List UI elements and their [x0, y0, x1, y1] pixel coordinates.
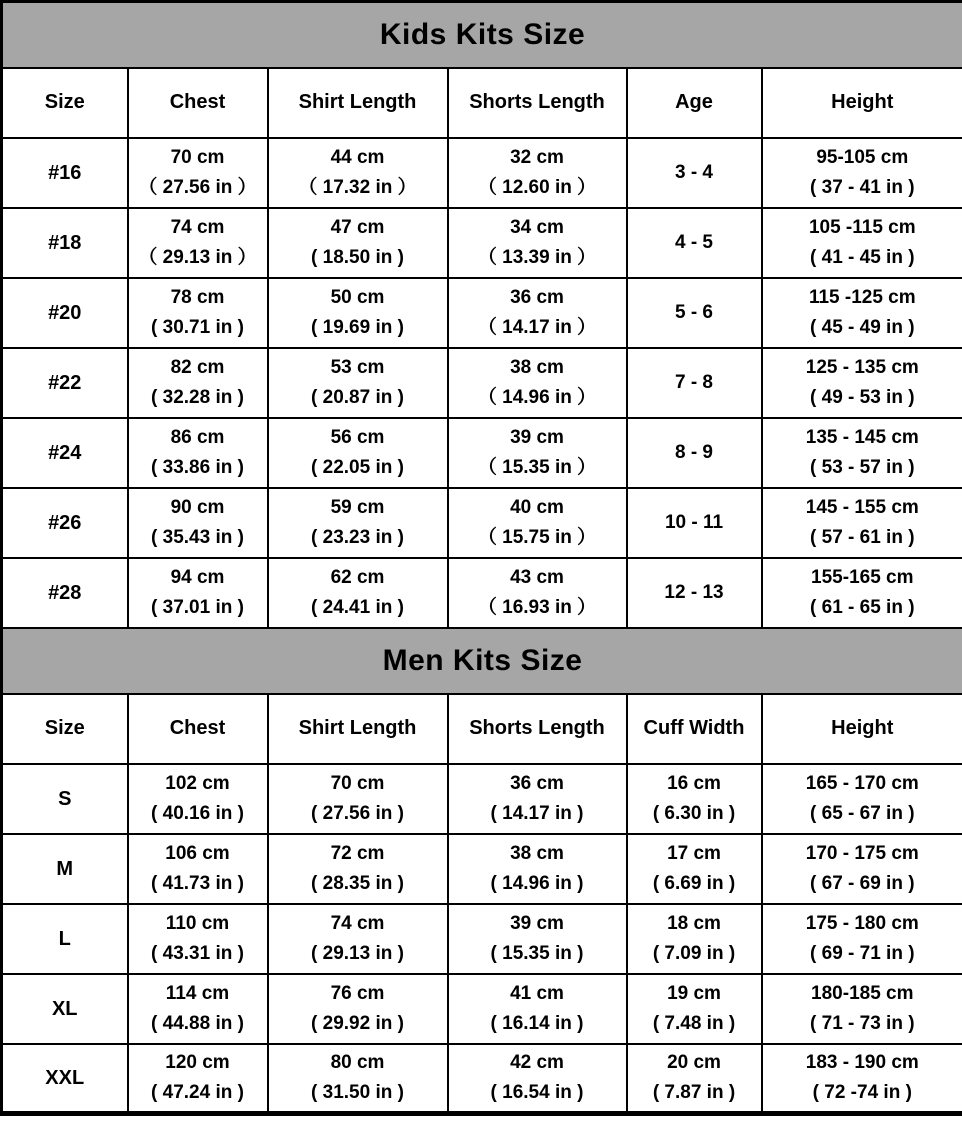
cell-line: 94 cm [170, 566, 225, 588]
cell-line: ( 43.31 in ) [151, 942, 244, 964]
cell-line: ( 18.50 in ) [311, 246, 404, 268]
column-header: Shirt Length [268, 694, 448, 764]
table-row [2, 278, 962, 348]
size-label-cell [2, 904, 128, 974]
measurement-cell [448, 1044, 627, 1114]
cell-line: 170 - 175 cm [805, 842, 919, 864]
table-row [2, 208, 962, 278]
cell-line: ( 16.14 in ) [490, 1012, 584, 1034]
cell-line: （ 27.56 in ） [138, 176, 257, 198]
cell-line: 74 cm [170, 216, 225, 238]
cell-line: 5 - 6 [674, 301, 714, 323]
column-header-row [2, 694, 962, 764]
cell-line: XXL [45, 1066, 85, 1089]
cell-line: 70 cm [330, 772, 385, 794]
cell-line: （ 14.17 in ） [477, 316, 597, 338]
cell-line: ( 40.16 in ) [151, 802, 244, 824]
measurement-cell [627, 348, 762, 418]
column-header: Size [2, 694, 128, 764]
cell-line: #22 [48, 371, 82, 394]
cell-line: #24 [48, 441, 82, 464]
size-label-cell [2, 558, 128, 628]
cell-line: （ 14.96 in ） [477, 386, 597, 408]
table-row [2, 834, 962, 904]
cell-line: 105 -115 cm [808, 216, 916, 238]
cell-line: 7 - 8 [674, 371, 714, 393]
cell-line: L [58, 927, 71, 950]
measurement-cell [762, 904, 962, 974]
cell-line: ( 29.92 in ) [311, 1012, 404, 1034]
column-header: Shorts Length [448, 68, 627, 138]
measurement-cell [627, 418, 762, 488]
size-label-cell [2, 974, 128, 1044]
measurement-cell [627, 138, 762, 208]
cell-line: 183 - 190 cm [805, 1051, 919, 1073]
measurement-cell [268, 1044, 448, 1114]
cell-line: 20 cm [667, 1051, 721, 1073]
size-label-cell [2, 418, 128, 488]
cell-line: #26 [48, 511, 82, 534]
cell-line: ( 72 -74 in ) [812, 1081, 912, 1103]
table-row [2, 138, 962, 208]
cell-line: ( 49 - 53 in ) [810, 386, 915, 408]
measurement-cell [627, 1044, 762, 1114]
cell-line: （ 12.60 in ） [477, 176, 597, 198]
cell-line: 74 cm [330, 912, 385, 934]
cell-line: 32 cm [510, 146, 564, 168]
column-header: Height [762, 68, 962, 138]
cell-line: 86 cm [170, 426, 225, 448]
cell-line: 80 cm [330, 1051, 385, 1073]
measurement-cell [268, 348, 448, 418]
column-header: Age [627, 68, 762, 138]
cell-line: 10 - 11 [664, 511, 724, 533]
column-header: Chest [128, 68, 268, 138]
cell-line: 59 cm [330, 496, 385, 518]
measurement-cell [128, 1044, 268, 1114]
cell-line: 47 cm [330, 216, 385, 238]
cell-line: ( 71 - 73 in ) [810, 1012, 915, 1034]
measurement-cell [627, 278, 762, 348]
section-title: Men Kits Size [2, 628, 962, 694]
cell-line: 12 - 13 [664, 581, 724, 603]
measurement-cell [762, 418, 962, 488]
cell-line: 38 cm [510, 842, 564, 864]
cell-line: ( 31.50 in ) [311, 1081, 404, 1103]
measurement-cell [128, 138, 268, 208]
cell-line: ( 6.69 in ) [652, 872, 736, 894]
cell-line: （ 29.13 in ） [138, 246, 257, 268]
size-label-cell [2, 348, 128, 418]
cell-line: 95-105 cm [816, 146, 909, 168]
table-row [2, 974, 962, 1044]
cell-line: 16 cm [667, 772, 721, 794]
column-header-row [2, 68, 962, 138]
measurement-cell [627, 974, 762, 1044]
column-header: Shorts Length [448, 694, 627, 764]
cell-line: 115 -125 cm [808, 286, 916, 308]
cell-line: ( 14.96 in ) [490, 872, 584, 894]
cell-line: #18 [48, 231, 82, 254]
size-label-cell [2, 278, 128, 348]
measurement-cell [268, 278, 448, 348]
cell-line: 17 cm [667, 842, 721, 864]
measurement-cell [627, 558, 762, 628]
cell-line: ( 69 - 71 in ) [810, 942, 915, 964]
cell-line: ( 37.01 in ) [151, 596, 244, 618]
size-label-cell [2, 138, 128, 208]
measurement-cell [448, 764, 627, 834]
measurement-cell [627, 208, 762, 278]
measurement-cell [762, 488, 962, 558]
cell-line: 90 cm [170, 496, 225, 518]
measurement-cell [448, 208, 627, 278]
cell-line: S [58, 787, 72, 810]
cell-line: 36 cm [510, 772, 564, 794]
measurement-cell [128, 974, 268, 1044]
section-title: Kids Kits Size [2, 2, 962, 68]
measurement-cell [762, 138, 962, 208]
measurement-cell [268, 764, 448, 834]
cell-line: 43 cm [510, 566, 564, 588]
cell-line: 155-165 cm [811, 566, 914, 588]
measurement-cell [128, 904, 268, 974]
cell-line: ( 41.73 in ) [151, 872, 244, 894]
cell-line: 3 - 4 [674, 161, 714, 183]
cell-line: 110 cm [165, 912, 230, 934]
measurement-cell [268, 904, 448, 974]
measurement-cell [128, 278, 268, 348]
cell-line: 18 cm [667, 912, 721, 934]
cell-line: 135 - 145 cm [805, 426, 919, 448]
cell-line: ( 19.69 in ) [311, 316, 404, 338]
size-label-cell [2, 488, 128, 558]
cell-line: 39 cm [510, 912, 564, 934]
measurement-cell [762, 348, 962, 418]
measurement-cell [128, 348, 268, 418]
measurement-cell [268, 488, 448, 558]
cell-line: #28 [48, 581, 82, 604]
cell-line: 120 cm [165, 1051, 230, 1073]
cell-line: （ 16.93 in ） [477, 596, 597, 618]
cell-line: ( 33.86 in ) [151, 456, 244, 478]
cell-line: 165 - 170 cm [805, 772, 919, 794]
measurement-cell [762, 208, 962, 278]
cell-line: ( 7.48 in ) [652, 1012, 736, 1034]
measurement-cell [627, 764, 762, 834]
cell-line: 72 cm [330, 842, 385, 864]
cell-line: ( 28.35 in ) [311, 872, 404, 894]
measurement-cell [762, 974, 962, 1044]
column-header: Cuff Width [627, 694, 762, 764]
cell-line: #20 [48, 301, 82, 324]
cell-line: 53 cm [330, 356, 385, 378]
measurement-cell [268, 208, 448, 278]
cell-line: ( 41 - 45 in ) [810, 246, 915, 268]
cell-line: ( 61 - 65 in ) [810, 596, 915, 618]
cell-line: ( 16.54 in ) [490, 1081, 584, 1103]
cell-line: 34 cm [510, 216, 564, 238]
measurement-cell [627, 834, 762, 904]
cell-line: 125 - 135 cm [805, 356, 919, 378]
cell-line: 102 cm [165, 772, 230, 794]
cell-line: ( 7.87 in ) [652, 1081, 736, 1103]
table-row [2, 488, 962, 558]
measurement-cell [762, 834, 962, 904]
measurement-cell [448, 488, 627, 558]
cell-line: 38 cm [510, 356, 564, 378]
cell-line: ( 35.43 in ) [151, 526, 244, 548]
measurement-cell [128, 488, 268, 558]
size-label-cell [2, 834, 128, 904]
column-header: Chest [128, 694, 268, 764]
table-row [2, 764, 962, 834]
table-row [2, 348, 962, 418]
cell-line: 180-185 cm [811, 982, 914, 1004]
measurement-cell [268, 138, 448, 208]
cell-line: ( 57 - 61 in ) [810, 526, 915, 548]
cell-line: ( 47.24 in ) [151, 1081, 244, 1103]
size-chart-body [2, 2, 962, 1114]
measurement-cell [762, 764, 962, 834]
cell-line: 8 - 9 [674, 441, 714, 463]
section-title-row [2, 2, 962, 68]
cell-line: M [56, 857, 74, 880]
measurement-cell [128, 558, 268, 628]
cell-line: ( 24.41 in ) [311, 596, 404, 618]
cell-line: 19 cm [667, 982, 721, 1004]
table-row [2, 1044, 962, 1114]
size-label-cell [2, 764, 128, 834]
measurement-cell [448, 138, 627, 208]
size-label-cell [2, 208, 128, 278]
measurement-cell [762, 1044, 962, 1114]
table-row [2, 558, 962, 628]
measurement-cell [762, 558, 962, 628]
cell-line: ( 44.88 in ) [151, 1012, 244, 1034]
cell-line: 78 cm [170, 286, 225, 308]
cell-line: （ 13.39 in ） [477, 246, 597, 268]
measurement-cell [448, 278, 627, 348]
cell-line: （ 15.35 in ） [477, 456, 597, 478]
cell-line: 4 - 5 [674, 231, 714, 253]
cell-line: ( 29.13 in ) [311, 942, 404, 964]
cell-line: ( 27.56 in ) [311, 802, 404, 824]
measurement-cell [128, 764, 268, 834]
table-row [2, 418, 962, 488]
column-header: Height [762, 694, 962, 764]
cell-line: ( 67 - 69 in ) [810, 872, 915, 894]
cell-line: ( 65 - 67 in ) [810, 802, 915, 824]
cell-line: 76 cm [330, 982, 385, 1004]
cell-line: ( 23.23 in ) [311, 526, 404, 548]
cell-line: ( 32.28 in ) [151, 386, 244, 408]
cell-line: 40 cm [510, 496, 564, 518]
measurement-cell [448, 348, 627, 418]
cell-line: ( 53 - 57 in ) [810, 456, 915, 478]
cell-line: 114 cm [165, 982, 230, 1004]
cell-line: ( 14.17 in ) [490, 802, 584, 824]
cell-line: 44 cm [330, 146, 385, 168]
measurement-cell [268, 974, 448, 1044]
cell-line: 41 cm [510, 982, 564, 1004]
cell-line: 62 cm [330, 566, 385, 588]
measurement-cell [268, 418, 448, 488]
measurement-cell [128, 834, 268, 904]
cell-line: ( 30.71 in ) [151, 316, 244, 338]
measurement-cell [268, 558, 448, 628]
cell-line: ( 6.30 in ) [652, 802, 736, 824]
cell-line: 50 cm [330, 286, 385, 308]
cell-line: 70 cm [170, 146, 225, 168]
cell-line: 82 cm [170, 356, 225, 378]
measurement-cell [128, 208, 268, 278]
cell-line: 106 cm [165, 842, 230, 864]
measurement-cell [448, 834, 627, 904]
cell-line: 42 cm [510, 1051, 564, 1073]
cell-line: 56 cm [330, 426, 385, 448]
measurement-cell [448, 974, 627, 1044]
measurement-cell [448, 904, 627, 974]
section-title-row [2, 628, 962, 694]
column-header: Size [2, 68, 128, 138]
cell-line: 36 cm [510, 286, 564, 308]
table-row [2, 904, 962, 974]
cell-line: ( 20.87 in ) [311, 386, 404, 408]
cell-line: #16 [48, 161, 82, 184]
cell-line: XL [51, 997, 78, 1020]
cell-line: 145 - 155 cm [805, 496, 919, 518]
cell-line: 39 cm [510, 426, 564, 448]
cell-line: 175 - 180 cm [805, 912, 919, 934]
measurement-cell [627, 488, 762, 558]
measurement-cell [268, 834, 448, 904]
cell-line: ( 15.35 in ) [490, 942, 584, 964]
measurement-cell [762, 278, 962, 348]
column-header: Shirt Length [268, 68, 448, 138]
measurement-cell [448, 558, 627, 628]
cell-line: ( 45 - 49 in ) [810, 316, 915, 338]
measurement-cell [128, 418, 268, 488]
cell-line: （ 15.75 in ） [477, 526, 597, 548]
cell-line: （ 17.32 in ） [298, 176, 417, 198]
measurement-cell [448, 418, 627, 488]
size-label-cell [2, 1044, 128, 1114]
measurement-cell [627, 904, 762, 974]
cell-line: ( 7.09 in ) [652, 942, 736, 964]
cell-line: ( 22.05 in ) [311, 456, 404, 478]
cell-line: ( 37 - 41 in ) [810, 176, 915, 198]
